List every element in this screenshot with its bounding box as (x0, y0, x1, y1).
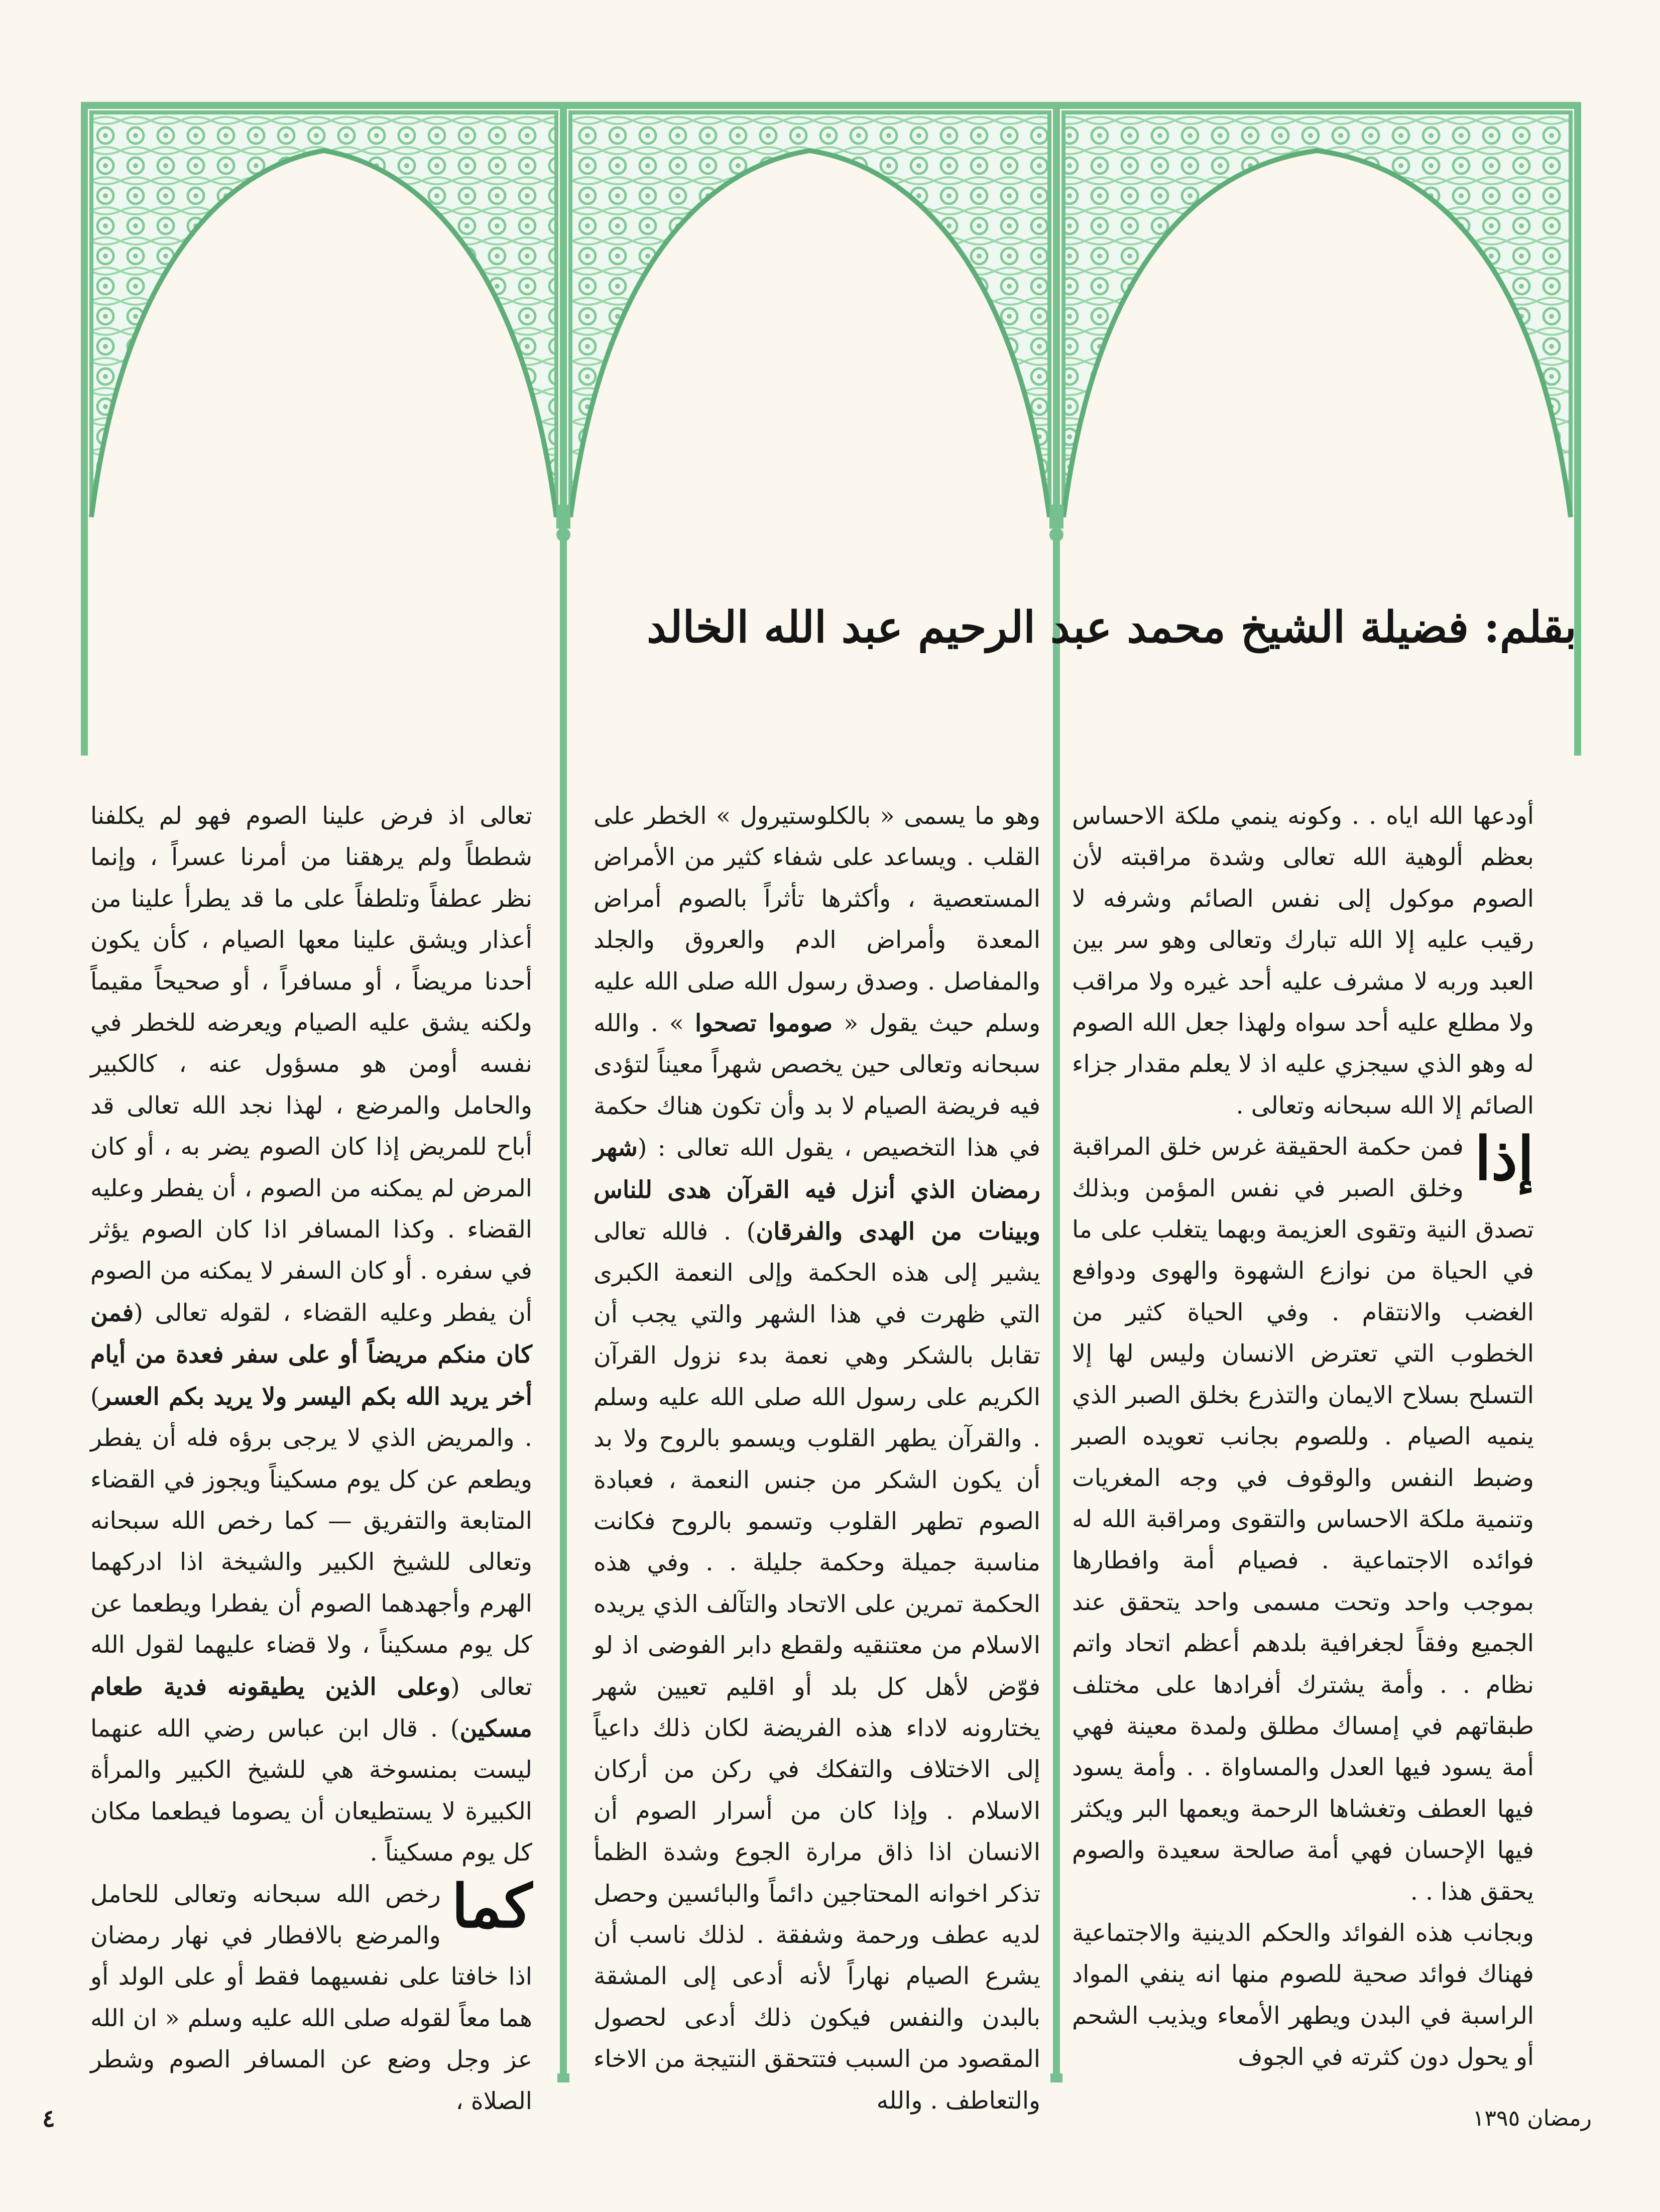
drop-cap: إذا (1474, 1124, 1534, 1194)
text-run: ) . والمريض الذي لا يرجى برؤه فله أن يفطر ويطعم عن كل يوم مسكيناً ويجوز في القضاء المتابعة والتفريق — كما رخص الله سبحانه وتعالى للشيخ الكبير والشيخة اذا ادركهما الهرم وأجهدهما الصوم أن يفطرا ويطعما عن كل يوم مسكيناً ، ولا قضاء عليهما لقول الله تعالى ( (90, 1383, 532, 1701)
paragraph: أودعها الله اياه . . وكونه ينمي ملكة الاحساس بعظم ألوهية الله تعالى وشدة مراقبته لأن الصوم موكول إلى نفس الصائم وشرفه لا رقيب عليه إلا الله تبارك وتعالى وهو سر بين العبد وربه لا مشرف عليه أحد غيره ولا مراقب ولا مطلع عليه أحد سواه ولهذا جعل الله الصوم له وهو الذي سيجزي عليه اذ لا يعلم مقدار جزاء الصائم إلا الله سبحانه وتعالى . (1072, 802, 1534, 1120)
text-run: تعالى اذ فرض علينا الصوم فهو لم يكلفنا شططاً ولم يرهقنا من أمرنا عسراً ، وإنما نظر عطفاً وتلطفاً على ما قد يطرأ علينا من أعذار ويشق علينا معها الصيام ، كأن يكون أحدنا مريضاً ، أو مسافراً ، أو صحيحاً مقيماً ولكنه يشق عليه الصيام ويعرضه للخطر في نفسه أومن هو مسؤول عنه ، كالكبير والحامل والمرضع ، لهذا نجد الله تعالى قد أباح للمريض إذا كان الصوم يضر به ، أو كان المرض لم يمكنه من الصوم ، أن يفطر وعليه القضاء . وكذا المسافر اذا كان الصوم يؤثر في سفره . أو كان السفر لا يمكنه من الصوم أن يفطر وعليه القضاء ، لقوله تعالى ( (90, 802, 532, 1327)
paragraph-text: رخص الله سبحانه وتعالى للحامل والمرضع بالافطار في نهار رمضان اذا خافتا على نفسيهما فقط أو على الولد أو هما معاً لقوله صلى الله عليه وسلم « ان الله عز وجل وضع عن المسافر الصوم وشطر الصلاة ، (90, 1880, 532, 2115)
hadith-quote: صوموا تصحوا (694, 1009, 833, 1038)
arch-left (91, 112, 556, 517)
text-run: وهو ما يسمى « بالكلوستيرول » الخطر على القلب . ويساعد على شفاء كثير من الأمراض المستعصية ، وأكثرها تأثراً بالصوم أمراض المعدة وأمراض الدم والعروق والجلد والمفاصل . وصدق رسول الله صلى الله عليه وسلم حيث يقول « (594, 802, 1040, 1038)
quran-verse: وعلى الذين يطيقونه فدية طعام مسكين (90, 1672, 532, 1743)
paragraph-text: فمن حكمة الحقيقة غرس خلق المراقبة وخلق الصبر في نفس المؤمن وبذلك تصدق النية وتقوى العزيمة وبهما يتغلب على ما في الحياة من نوازع الشهوة والهوى ودوافع الغضب والانتقام . وفي الحياة كثير من الخطوب التي تعترض الانسان وليس لها إلا التسلح بسلاح الايمان والتذرع بخلق الصبر الذي ينميه الصيام . وللصوم بجانب تعويده الصبر وضبط النفس والوقوف في وجه المغريات وتنمية ملكة الاحساس والتقوى ومراقبة الله له فوائده الاجتماعية . فصيام أمة وافطارها بموجب واحد وتحت مسمى واحد يتحقق عند الجميع وفقاً لجغرافية بلدهم أعظم اتحاد واتم نظام . . وأمة يشترك أفرادها على مختلف طبقاتهم في إمساك مطلق ولمدة معينة فهي أمة يسود فيها العدل والمساواة . . وأمة يسود فيها العطف وتغشاها الرحمة ويعمها البر ويكثر فيها الإحسان فهي أمة صالحة سعيدة والصوم يحقق هذا . . (1072, 1133, 1534, 1906)
paragraph (1072, 1124, 1534, 1913)
text-column-right (1072, 796, 1534, 2071)
text-column-middle (594, 796, 1040, 2115)
text-run: ) . قال ابن عباس رضي الله عنهما ليست بمنسوخة هي للشيخ الكبير والمرأة الكبيرة لا يستطيعان أن يصوما فيطعما مكان كل يوم مسكيناً . (90, 1714, 532, 1867)
text-run: » . والله سبحانه وتعالى حين يخصص شهراً معيناً لتؤدى فيه فريضة الصيام لا بد وأن تكون هناك حكمة في هذا التخصيص ، يقول الله تعالى : ( (594, 1010, 1040, 1162)
paragraph (90, 1871, 532, 2122)
quran-verse: شهر رمضان الذي أنزل فيه القرآن هدى للناس وبينات من الهدى والفرقان (594, 1134, 1040, 1246)
paragraph (594, 796, 1040, 2122)
paragraph: وبجانب هذه الفوائد والحكم الدينية والاجتماعية فهناك فوائد صحية للصوم منها انه ينفي المواد الراسبة في البدن ويطهر الأمعاء ويذيب الشحم أو يحول دون كثرته في الجوف (1072, 1919, 1534, 2071)
text-run: ) . فالله تعالى يشير إلى هذه الحكمة وإلى النعمة الكبرى التي ظهرت في هذا الشهر والتي يجب أن تقابل بالشكر وهي نعمة بدء نزول القرآن الكريم على رسول الله صلى الله عليه وسلم . والقرآن يطهر القلوب ويسمو بالروح ولا بد أن يكون الشكر من جنس النعمة ، فعبادة الصوم تطهر القلوب وتسمو بالروح فكانت مناسبة جميلة وحكمة جليلة . . وفي هذه الحكمة تمرين على الاتحاد والتآلف الذي يريده الاسلام من معتنقيه ولقطع دابر الفوضى اذ لو فوّض لأهل كل بلد أو اقليم تعيين شهر يختارونه لاداء هذه الفريضة لكان ذلك داعياً إلى الاختلاف والتفكك في ركن من أركان الاسلام . وإذا كان من أسرار الصوم أن الانسان اذا ذاق مرارة الجوع وشدة الظمأ تذكر اخوانه المحتاجين دائماً والبائسين وحصل لديه عطف ورحمة وشفقة . لذلك ناسب أن يشرع الصيام نهاراً لأنه أدعى إلى المشقة بالبدن والنفس فيكون ذلك أدعى لحصول المقصود من السبب فتتحقق النتيجة من الاخاء والتعاطف . والله (594, 1218, 1040, 2115)
page-number: ٤ (42, 2105, 55, 2133)
arch-middle (570, 112, 1049, 517)
quran-verse: فمن كان منكم مريضاً أو على سفر فعدة من أيام أخر يريد الله بكم اليسر ولا يريد بكم العسر (90, 1298, 532, 1411)
issue-date: رمضان ١٣٩٥ (1472, 2106, 1592, 2131)
paragraph (90, 796, 532, 1874)
author-byline: بقلم: فضيلة الشيخ محمد عبد الرحيم عبد الله الخالد (647, 602, 1577, 653)
text-column-left (90, 796, 532, 2115)
drop-cap: كما (451, 1871, 532, 1941)
arch-right (1063, 112, 1571, 517)
